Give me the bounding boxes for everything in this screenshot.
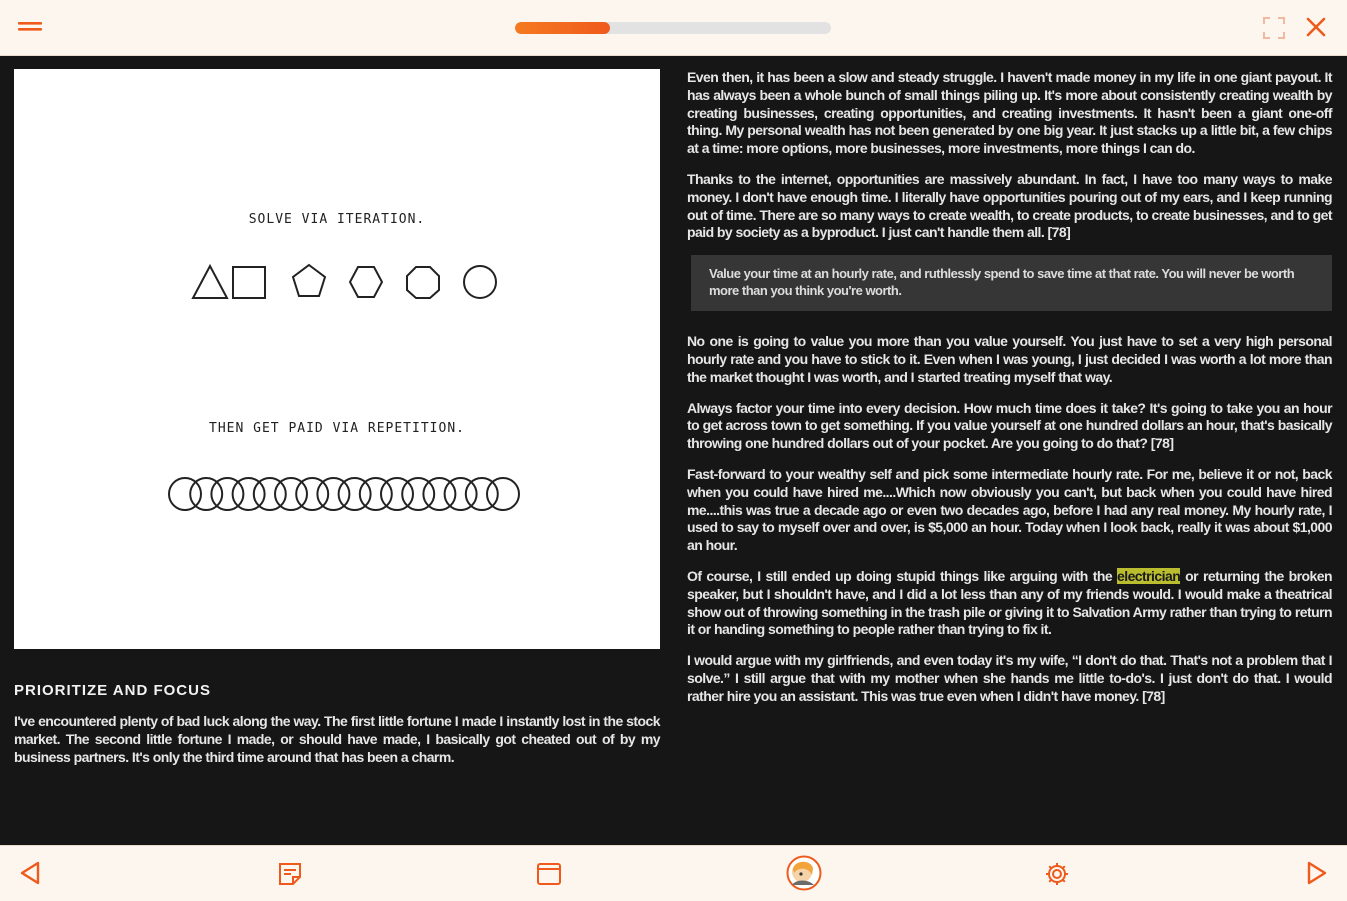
iteration-shapes [14, 259, 660, 309]
next-page-icon[interactable] [1305, 860, 1329, 886]
top-toolbar [0, 0, 1347, 56]
figure-caption-top: SOLVE VIA ITERATION. [248, 212, 426, 227]
reading-progress-fill [515, 22, 610, 34]
fullscreen-icon[interactable] [1262, 16, 1286, 40]
text-span: Of course, I still ended up doing stupid things like arguing with the [687, 567, 1117, 584]
square-shape [233, 267, 265, 298]
octagon-shape [407, 267, 439, 298]
hexagon-shape [350, 267, 382, 297]
figure-image [14, 69, 660, 649]
circle-shape [464, 266, 496, 298]
section-heading: PRIORITIZE AND FOCUS [14, 682, 211, 699]
text-span: or returning the broken speaker, but I shouldn't have, and I did a lot less than any of my friends would. I would make a theatrical show out of throwing something in the trash pile or giving it to Salvation Army rather than trying to return it or handing something to people rather than trying to fix it. [687, 567, 1332, 638]
right-column-text [687, 69, 1332, 719]
settings-icon[interactable] [1044, 861, 1070, 887]
reading-progress-bar[interactable] [515, 22, 831, 34]
paragraph: Fast-forward to your wealthy self and pick some intermediate hourly rate. For me, believe it or not, back when you could have hired me....Which now obviously you can't, but back when you could have hired me....this was true a decade ago or even two decades ago, before I had any real money. My hourly rate, I used to say to myself over and over, is $5,000 an hour. Today when I look back, really it was about $1,000 an hour. [687, 465, 1332, 554]
paragraph: Even then, it has been a slow and steady struggle. I haven't made money in my life in one giant payout. It has always been a whole bunch of small things piling up. It's more about consistently creating wealth by creating businesses, creating opportunities, and creating investments. It hasn't been a giant one-off thing. My personal wealth has not been generated by one big year. It just stacks up a little bit, a few chips at a time: more options, more businesses, more investments, more things I can do. [687, 69, 1332, 157]
paragraph [687, 568, 1332, 639]
paragraph: Always factor your time into every decision. How much time does it take? It's going to take you an hour to get across town to get something. If you value yourself at one hundred dollars an hour, that's basically throwing one hundred dollars out of your pocket. Are you going to do that? [78] [687, 399, 1332, 452]
figure-caption-bottom: THEN GET PAID VIA REPETITION. [209, 421, 465, 436]
close-icon[interactable] [1305, 16, 1327, 38]
notes-icon[interactable] [277, 861, 303, 887]
pentagon-shape [293, 265, 325, 296]
menu-icon[interactable] [18, 19, 44, 37]
paragraph: No one is going to value you more than you value yourself. You just have to set a very high personal hourly rate and you have to stick to it. Even when I was young, I just decided I was worth a lot more than the market thought I was worth, and I started treating myself that way. [687, 333, 1332, 385]
prev-page-icon[interactable] [18, 860, 42, 886]
repetition-circle [487, 478, 519, 510]
paragraph: Thanks to the internet, opportunities are massively abundant. In fact, I have too many ways to make money. I don't have enough time. I literally have opportunities pouring out of my ears, and I keep running out of time. There are so many ways to create wealth, to create products, to create businesses, and to get paid by society as a byproduct. I just can't handle them all. [78] [687, 170, 1332, 241]
triangle-shape [193, 266, 227, 298]
window-icon[interactable] [536, 861, 562, 887]
highlighted-word[interactable]: electrician [1117, 567, 1181, 584]
paragraph: I've encountered plenty of bad luck along the way. The first little fortune I made I instantly lost in the stock market. The second little fortune I made, or should have made, I basically got cheated out of by my business partners. It's only the third time around that has been a charm. [14, 713, 660, 765]
bottom-toolbar [0, 845, 1347, 901]
left-column-text [14, 682, 660, 779]
pull-quote: Value your time at an hourly rate, and ruthlessly spend to save time at that rate. You will never be worth more than you think you're worth. [691, 255, 1332, 311]
repetition-circles [14, 474, 660, 514]
avatar-icon[interactable] [786, 855, 822, 891]
paragraph: I would argue with my girlfriends, and even today it's my wife, “I don't do that. That's not a problem that I solve.” I still argue that with my mother when she hands me little to-do's. I just don't do that. I would rather hire you an assistant. This was true even when I didn't have money. [78] [687, 652, 1332, 704]
